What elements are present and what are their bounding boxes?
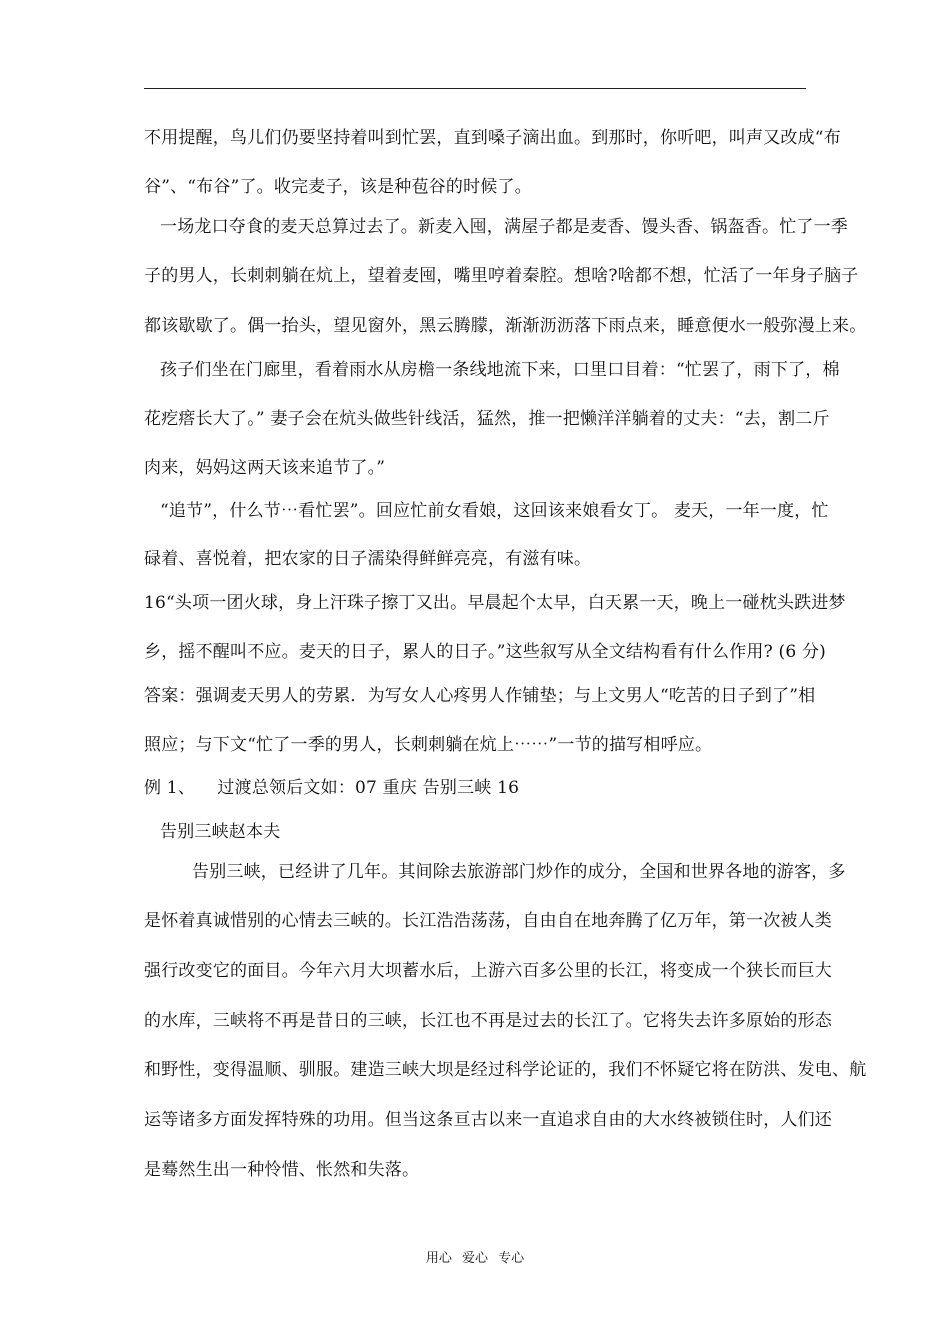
text-line: 不用提醒，鸟儿们仍要坚持着叫到忙罢，直到嗓子滴出血。到那时，你听吧，叫声又改成“布 xyxy=(144,128,841,148)
text-line: 和野性，变得温顺、驯服。建造三峡大坝是经过科学论证的，我们不怀疑它将在防洪、发电、航 xyxy=(144,1060,867,1080)
text-line: 孩子们坐在门廊里，看着雨水从房檐一条线地流下来，口里口目着：“忙罢了，雨下了，棉 xyxy=(160,360,840,380)
text-line: 照应；与下文“忙了一季的男人，长刺刺躺在炕上⋯⋯”一节的描写相呼应。 xyxy=(144,735,713,755)
text-line: 肉来，妈妈这两天该来追节了。” xyxy=(144,458,386,478)
text-line: 乡，摇不醒叫不应。麦天的日子，累人的日子。”这些叙写从全文结构看有什么作用? (6 分) xyxy=(144,642,826,662)
text-line: 的水库，三峡将不再是昔日的三峡，长江也不再是过去的长江了。它将失去许多原始的形态 xyxy=(144,1011,832,1031)
text-line: 强行改变它的面目。今年六月大坝蓄水后，上游六百多公里的长江，将变成一个狭长而巨大 xyxy=(144,961,832,981)
text-line: 是蓦然生出一种怜惜、怅然和失落。 xyxy=(144,1160,420,1180)
text-line: 告别三峡，已经讲了几年。其间除去旅游部门炒作的成分，全国和世界各地的游客，多 xyxy=(192,862,846,882)
text-line: 都该歇歇了。偶一抬头，望见窗外，黑云腾朦，渐渐沥沥落下雨点来，睡意便水一般弥漫上来。 xyxy=(144,316,867,336)
text-line: 例 1、 过渡总领后文如：07 重庆 告别三峡 16 xyxy=(144,778,520,798)
header-rule xyxy=(144,88,806,89)
text-line: 一场龙口夺食的麦天总算过去了。新麦入囤，满屋子都是麦香、馒头香、锅盔香。忙了一季 xyxy=(160,217,848,237)
text-line: 答案：强调麦天男人的劳累．为写女人心疼男人作铺垫；与上文男人“吃苦的日子到了”相 xyxy=(144,686,816,706)
page-footer: 用心 爱心 专心 xyxy=(425,1251,525,1266)
text-line: 谷”、“布谷”了。收完麦子，该是种苞谷的时候了。 xyxy=(144,177,532,197)
text-line: 碌着、喜悦着，把农家的日子濡染得鲜鲜亮亮，有滋有味。 xyxy=(144,549,592,569)
text-line: 子的男人，长刺刺躺在炕上，望着麦囤，嘴里哼着秦腔。想啥?啥都不想，忙活了一年身子脑子 xyxy=(144,266,859,286)
text-line: 告别三峡赵本夫 xyxy=(160,822,281,842)
text-line: 运等诸多方面发挥特殊的功用。但当这条亘古以来一直追求自由的大水终被锁住时，人们还 xyxy=(144,1110,832,1130)
text-line: 是怀着真诚惜别的心情去三峡的。长江浩浩荡荡，自由自在地奔腾了亿万年，第一次被人类 xyxy=(144,911,832,931)
text-line: 花疙瘩长大了。” 妻子会在炕头做些针线活，猛然，推一把懒洋洋躺着的丈夫：“去，割二斤 xyxy=(144,409,830,429)
text-line: “追节”，什么节⋯看忙罢”。回应忙前女看娘，这回该来娘看女丁。 麦天，一年一度，忙 xyxy=(160,501,829,521)
text-line: 16“头项一团火球，身上汗珠子擦丁又出。早晨起个太早，白天累一天，晚上一碰枕头跌进梦 xyxy=(144,593,846,613)
